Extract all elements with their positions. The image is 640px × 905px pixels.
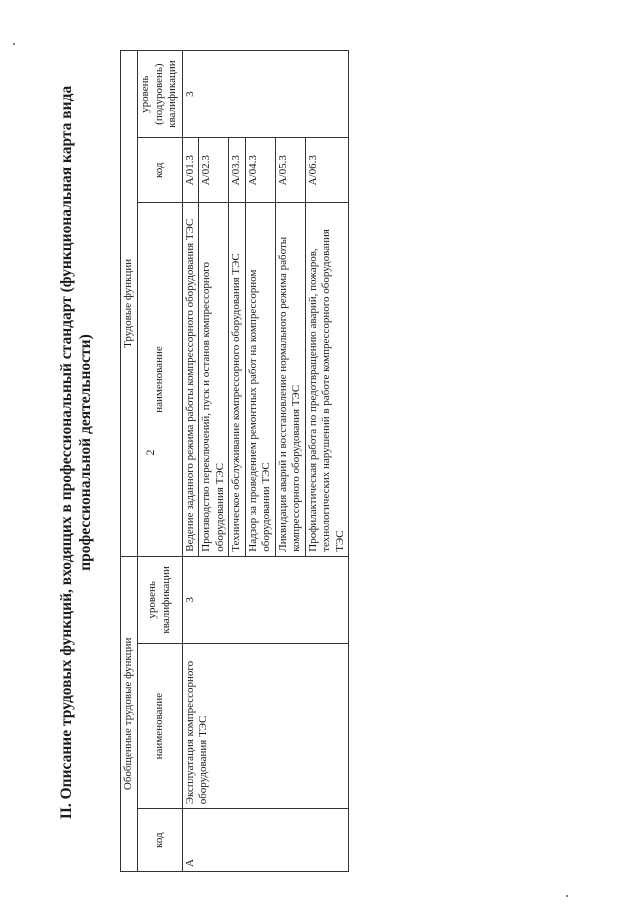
table-column-header-row bbox=[137, 51, 182, 872]
function-name: Надзор за проведением ремонтных работ на компрессорном оборудовании ТЭС bbox=[245, 203, 275, 557]
section-heading bbox=[57, 0, 95, 905]
generalized-name: Эксплуатация компрессорного оборудования ТЭС bbox=[182, 643, 349, 808]
col-header-function-level: уровень (подуровень) квалификации bbox=[137, 51, 182, 138]
generalized-functions-header: Обобщенные трудовые функции bbox=[121, 556, 138, 871]
generalized-code: А bbox=[182, 809, 349, 872]
generalized-level: 3 bbox=[182, 556, 349, 643]
function-name: Профилактическая работа по предотвращению аварий, пожаров, технологических нарушений в работе компрессорного оборудования ТЭС bbox=[305, 203, 349, 557]
col-header-level: уровень квалификации bbox=[137, 556, 182, 643]
table-row bbox=[182, 51, 199, 872]
heading-line-2: профессиональной деятельности) bbox=[77, 334, 94, 571]
function-level: 3 bbox=[182, 51, 349, 138]
function-code: A/06.3 bbox=[305, 138, 349, 203]
col-header-function-name: наименование bbox=[137, 203, 182, 557]
function-name: Ведение заданного режима работы компрессорного оборудования ТЭС bbox=[182, 203, 199, 557]
function-code: A/03.3 bbox=[229, 138, 246, 203]
col-header-code: код bbox=[137, 809, 182, 872]
col-header-name: наименование bbox=[137, 643, 182, 808]
function-name: Производство переключений, пуск и останов компрессорного оборудования ТЭС bbox=[199, 203, 229, 557]
function-code: A/01.3 bbox=[182, 138, 199, 203]
labor-functions-header: Трудовые функции bbox=[121, 51, 138, 557]
function-code: A/04.3 bbox=[245, 138, 275, 203]
function-name: Техническое обслуживание компрессорного оборудования ТЭС bbox=[229, 203, 246, 557]
functional-map-table bbox=[120, 50, 349, 872]
function-name: Ликвидация аварий и восстановление нормального режима работы компрессорного оборудования ТЭС bbox=[275, 203, 305, 557]
function-code: A/02.3 bbox=[199, 138, 229, 203]
function-code: A/05.3 bbox=[275, 138, 305, 203]
page-number: 2 bbox=[143, 449, 157, 456]
col-header-function-code: код bbox=[137, 138, 182, 203]
table-group-header-row bbox=[121, 51, 138, 872]
heading-line-1: II. Описание трудовых функций, входящих в профессиональный стандарт (функциональная карта вида bbox=[58, 85, 75, 820]
